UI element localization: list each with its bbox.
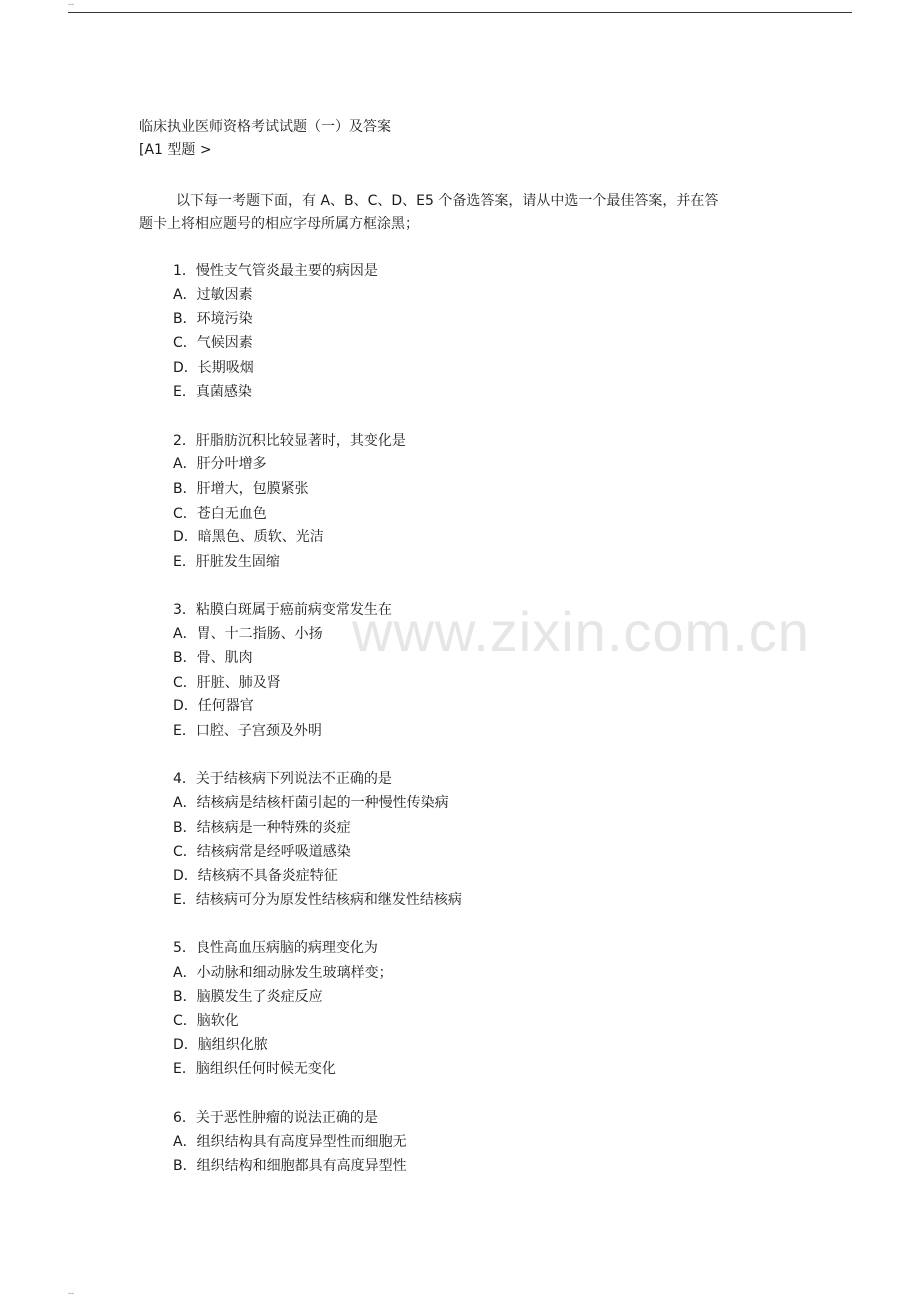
question-stem: 1．慢性支气管炎最主要的病因是 — [173, 263, 378, 279]
question-option: D．暗黑色、质软、光洁 — [173, 529, 324, 545]
instructions-line-1: 以下每一考题下面，有 A、B、C、D、E5 个备选答案，请从中选一个最佳答案，并在答 — [176, 193, 719, 209]
question-option: B．结核病是一种特殊的炎症 — [173, 820, 351, 836]
question-option: E．肝脏发生固缩 — [173, 554, 280, 570]
doc-title: 临床执业医师资格考试试题（一）及答案 — [139, 119, 391, 135]
question-stem: 3．粘膜白斑属于癌前病变常发生在 — [173, 602, 392, 618]
question-option: B．环境污染 — [173, 311, 253, 327]
question-stem: 6．关于恶性肿瘤的说法正确的是 — [173, 1110, 378, 1126]
question-option: A．小动脉和细动脉发生玻璃样变； — [173, 965, 393, 981]
question-option: D．脑组织化脓 — [173, 1037, 268, 1053]
question-option: C．肝脏、肺及肾 — [173, 675, 281, 691]
question-option: B．肝增大，包膜紧张 — [173, 481, 309, 497]
question-stem: 4．关于结核病下列说法不正确的是 — [173, 771, 392, 787]
question-option: A．过敏因素 — [173, 287, 253, 303]
question-option: B．脑膜发生了炎症反应 — [173, 989, 323, 1005]
question-option: E．真菌感染 — [173, 384, 252, 400]
question-option: E．脑组织任何时候无变化 — [173, 1061, 336, 1077]
question-option: D．长期吸烟 — [173, 360, 254, 376]
question-option: C．气候因素 — [173, 335, 253, 351]
question-option: C．苍白无血色 — [173, 506, 267, 522]
question-option: D．任何器官 — [173, 698, 254, 714]
question-stem: 5．良性高血压病脑的病理变化为 — [173, 940, 378, 956]
watermark: www.zixin.com.cn — [352, 600, 810, 663]
question-option: D．结核病不具备炎症特征 — [173, 868, 338, 884]
header-rule — [68, 12, 852, 13]
question-option: A．组织结构具有高度异型性而细胞无 — [173, 1134, 407, 1150]
header-corner-mark: -- — [68, 0, 74, 9]
question-option: A．肝分叶增多 — [173, 456, 267, 472]
question-option: B．组织结构和细胞都具有高度异型性 — [173, 1158, 407, 1174]
instructions-line-2: 题卡上将相应题号的相应字母所属方框涂黑； — [139, 216, 419, 232]
question-option: C．脑软化 — [173, 1013, 239, 1029]
question-option: E．口腔、子宫颈及外明 — [173, 723, 322, 739]
question-option: C．结核病常是经呼吸道感染 — [173, 844, 351, 860]
question-option: A．结核病是结核杆菌引起的一种慢性传染病 — [173, 795, 449, 811]
question-stem: 2．肝脂肪沉积比较显著时，其变化是 — [173, 433, 406, 449]
question-option: E．结核病可分为原发性结核病和继发性结核病 — [173, 892, 462, 908]
question-option: A．胃、十二指肠、小扬 — [173, 626, 323, 642]
section-heading: [A1 型题 > — [139, 142, 212, 158]
footer-corner-mark: -- — [68, 1288, 74, 1298]
question-option: B．骨、肌肉 — [173, 650, 253, 666]
